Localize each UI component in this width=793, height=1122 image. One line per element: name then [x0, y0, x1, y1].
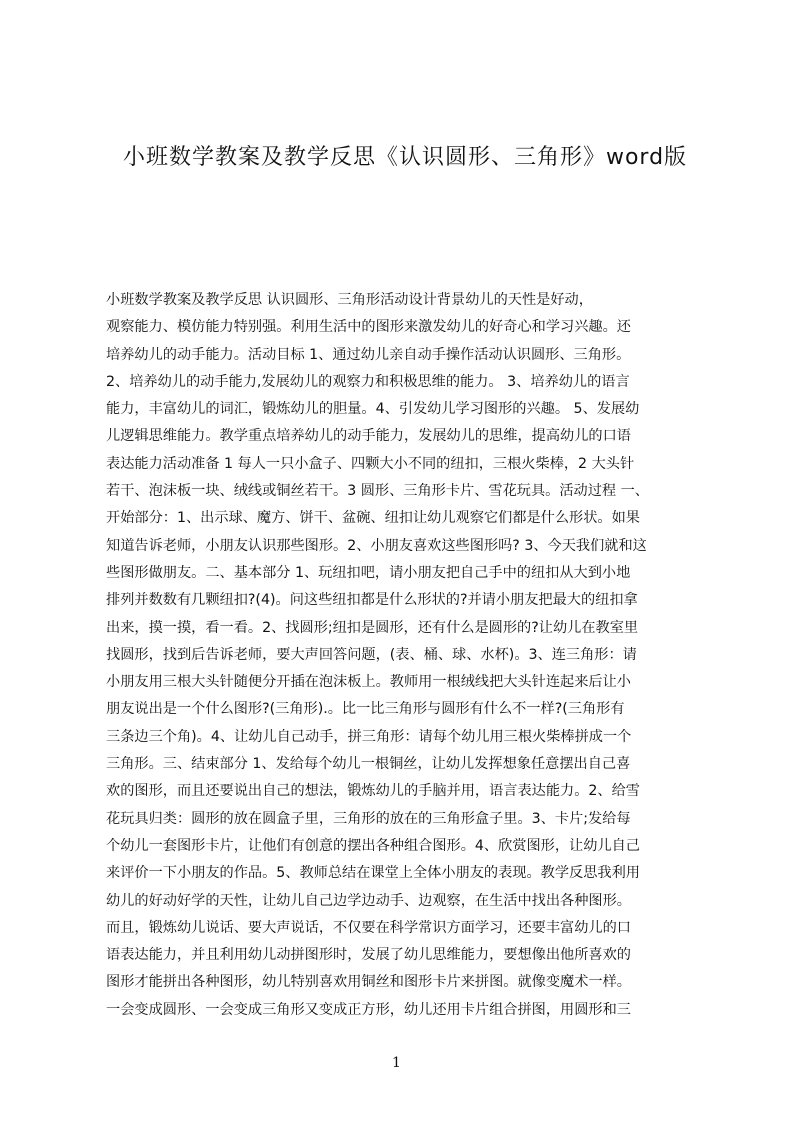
document-title: 小班数学教案及教学反思《认识圆形、三角形》word版 — [122, 145, 688, 170]
body-line: 幼儿的好动好学的天性，让幼儿自己边学边动手、边观察，在生活中找出各种图形。 — [106, 892, 631, 909]
body-line: 出来，摸一摸，看一看。2、找圆形;纽扣是圆形，还有什么是圆形的?让幼儿在教室里 — [106, 619, 639, 636]
body-line: 来评价一下小朋友的作品。5、教师总结在课堂上全体小朋友的表现。教学反思我利用 — [106, 865, 640, 882]
body-line: 三角形。三、结束部分 1、发给每个幼儿一根铜丝，让幼儿发挥想象任意摆出自己喜 — [106, 756, 631, 773]
body-line: 开始部分：1、出示球、魔方、饼干、盆碗、纽扣让幼儿观察它们都是什么形状。如果 — [106, 510, 640, 527]
body-line: 小朋友用三根大头针随便分开插在泡沫板上。教师用一根绒线把大头针连起来后让小 — [106, 674, 631, 691]
body-line: 小班数学教案及教学反思 认识圆形、三角形活动设计背景幼儿的天性是好动， — [106, 292, 593, 308]
body-line: 能力，丰富幼儿的词汇，锻炼幼儿的胆量。4、引发幼儿学习图形的兴趣。 5、发展幼 — [106, 401, 640, 418]
body-line: 知道告诉老师，小朋友认识那些图形。2、小朋友喜欢这些图形吗? 3、今天我们就和这 — [106, 537, 647, 554]
body-line: 2、培养幼儿的动手能力,发展幼儿的观察力和积极思维的能力。 3、培养幼儿的语言 — [106, 373, 630, 390]
body-line: 三条边三个角)。4、让幼儿自己动手，拼三角形：请每个幼儿用三根火柴棒拼成一个 — [106, 728, 632, 745]
body-line: 儿逻辑思维能力。教学重点培养幼儿的动手能力，发展幼儿的思维，提高幼儿的口语 — [106, 428, 631, 445]
body-line: 培养幼儿的动手能力。活动目标 1、通过幼儿亲自动手操作活动认识圆形、三角形。 — [106, 346, 631, 363]
page-number: 1 — [392, 1055, 401, 1071]
body-line: 而且，锻炼幼儿说话、要大声说话，不仅要在科学常识方面学习，还要丰富幼儿的口 — [106, 919, 631, 936]
document-body — [106, 287, 698, 1061]
body-line: 观察能力、模仿能力特别强。利用生活中的图形来激发幼儿的好奇心和学习兴趣。还 — [106, 319, 631, 336]
body-line: 排列并数数有几颗纽扣?(4)。问这些纽扣都是什么形状的?并请小朋友把最大的纽扣拿 — [106, 592, 638, 609]
body-line: 语表达能力，并且利用幼儿动拼图形时，发展了幼儿思维能力，要想像出他所喜欢的 — [106, 947, 631, 964]
body-line: 若干、泡沫板一块、绒线或铜丝若干。3 圆形、三角形卡片、雪花玩具。活动过程 一、 — [106, 483, 649, 500]
body-line: 欢的图形，而且还要说出自己的想法，锻炼幼儿的手脑并用，语言表达能力。2、给雪 — [106, 783, 640, 800]
body-line: 表达能力活动准备 1 每人一只小盒子、四颗大小不同的纽扣，三根火柴棒，2 大头针 — [106, 455, 635, 472]
body-line: 找圆形，找到后告诉老师，要大声回答问题，(表、桶、球、水杯)。3、连三角形：请 — [106, 646, 637, 663]
body-line: 一会变成圆形、一会变成三角形又变成正方形，幼儿还用卡片组合拼图，用圆形和三 — [106, 1001, 631, 1018]
body-line: 些图形做朋友。二、基本部分 1、玩纽扣吧，请小朋友把自己手中的纽扣从大到小地 — [106, 564, 631, 581]
body-line: 朋友说出是一个什么图形?(三角形).。比一比三角形与圆形有什么不一样?(三角形有 — [106, 701, 625, 718]
body-line: 个幼儿一套图形卡片，让他们有创意的摆出各种组合图形。4、欣赏图形，让幼儿自己 — [106, 837, 640, 854]
body-line: 图形才能拼出各种图形，幼儿特别喜欢用铜丝和图形卡片来拼图。就像变魔术一样。 — [106, 974, 631, 991]
body-line: 花玩具归类：圆形的放在圆盒子里，三角形的放在的三角形盒子里。3、卡片;发给每 — [106, 810, 631, 827]
